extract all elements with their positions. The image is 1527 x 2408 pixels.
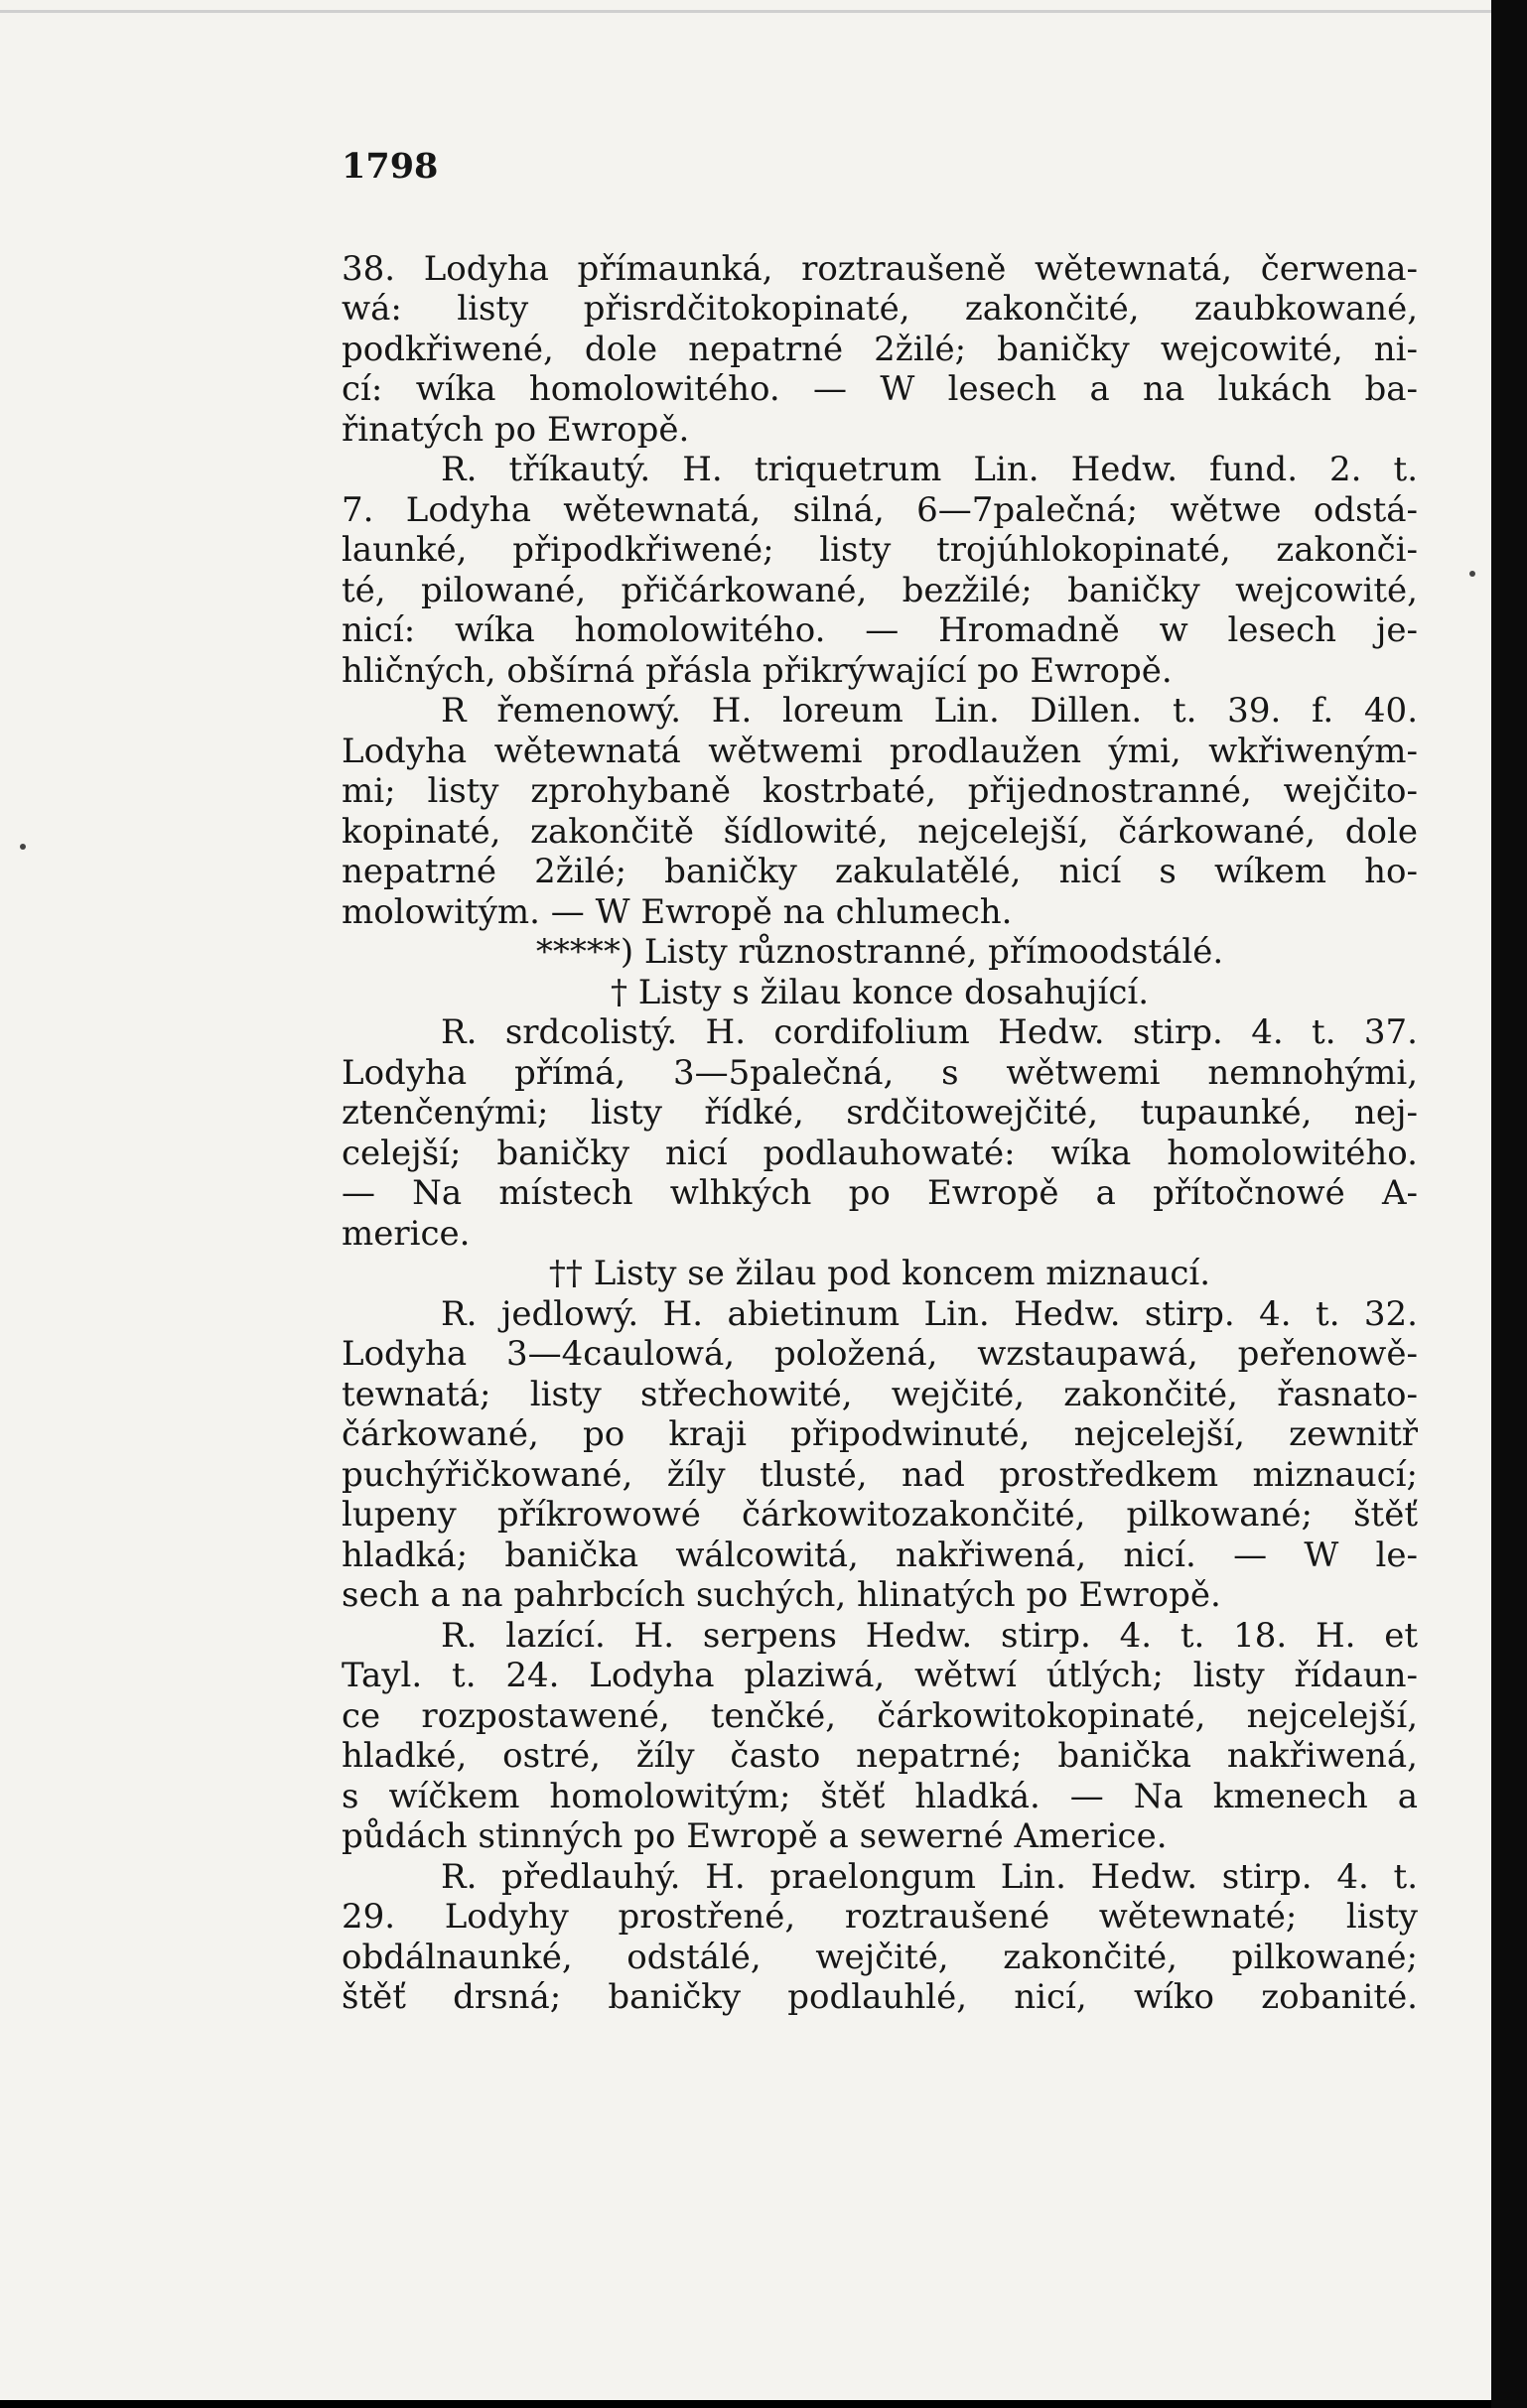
text-line: Lodyha wětewnatá wětwemi prodlaužen ými, wkřiweným- <box>342 731 1418 771</box>
text-line: nicí: wíka homolowitého. — Hromadně w lesech je- <box>342 610 1418 650</box>
text-line: nepatrné 2žilé; baničky zakulatělé, nicí s wíkem ho- <box>342 852 1418 891</box>
text-line: čárkowané, po kraji připodwinuté, nejcelejší, zewnitř <box>342 1414 1418 1454</box>
text-line: hličných, obšírná přásla přikrýwající po Ewropě. <box>342 650 1173 691</box>
text-line: Tayl. t. 24. Lodyha plaziwá, wětwí útlých; listy řídaun- <box>342 1656 1418 1695</box>
text-line: řinatých po Ewropě. <box>342 409 690 450</box>
text-line: molowitým. — W Ewropě na chlumech. <box>342 891 1013 932</box>
text-line: R. předlauhý. H. praelongum Lin. Hedw. stirp. 4. t. <box>441 1856 1418 1897</box>
text-line: celejší; baničky nicí podlauhowaté: wíka homolowitého. <box>342 1133 1418 1173</box>
text-line: ztenčenými; listy řídké, srdčitowejčité, tupaunké, nej- <box>342 1093 1418 1133</box>
text-line: ce rozpostawené, tenčké, čárkowitokopinaté, nejcelejší, <box>342 1695 1418 1736</box>
text-line: mi; listy zprohybaně kostrbaté, přijednostranné, wejčito- <box>342 771 1418 811</box>
text-line: půdách stinných po Ewropě a sewerné Americe. <box>342 1816 1168 1856</box>
text-line: kopinaté, zakončitě šídlowité, nejcelejší, čárkowané, dole <box>342 811 1418 852</box>
text-line: hladká; banička wálcowitá, nakřiwená, nicí. — W le- <box>342 1535 1418 1575</box>
text-line: Lodyha přímá, 3—5palečná, s wětwemi nemnohými, <box>342 1052 1418 1093</box>
text-line: R. tříkautý. H. triquetrum Lin. Hedw. fund. 2. t. <box>441 450 1418 489</box>
text-line: cí: wíka homolowitého. — W lesech a na lukách ba- <box>342 369 1418 409</box>
text-line: merice. <box>342 1213 471 1254</box>
text-line: — Na místech wlhkých po Ewropě a přítočnowé A- <box>342 1173 1418 1213</box>
text-line: 38. Lodyha přímaunká, roztraušeně wětewnatá, čerwena- <box>342 248 1418 289</box>
text-line: Lodyha 3—4caulowá, položená, wzstaupawá, peřenowě- <box>342 1334 1418 1374</box>
text-lines <box>342 249 1418 2018</box>
scan-dark-edge <box>1491 0 1527 2408</box>
text-line: R řemenowý. H. loreum Lin. Dillen. t. 39. f. 40. <box>441 691 1418 731</box>
text-line: podkřiwené, dole nepatrné 2žilé; baničky wejcowité, ni- <box>342 329 1418 369</box>
text-line: 7. Lodyha wětewnatá, silná, 6—7palečná; wětwe odstá- <box>342 489 1418 530</box>
text-line: † Listy s žilau konce dosahující. <box>610 972 1150 1012</box>
text-line: té, pilowané, přičárkowané, bezžilé; baničky wejcowité, <box>342 570 1418 610</box>
text-line: *****) Listy různostranné, přímoodstálé. <box>535 932 1224 972</box>
text-line: wá: listy přisrdčitokopinaté, zakončité, zaubkowané, <box>342 289 1418 329</box>
text-block <box>342 147 1418 2018</box>
page-number: 1798 <box>342 146 439 187</box>
text-line: launké, připodkřiwené; listy trojúhlokopinaté, zakonči- <box>342 530 1418 570</box>
text-line: s wíčkem homolowitým; štěť hladká. — Na kmenech a <box>342 1776 1418 1816</box>
text-line: 29. Lodyhy prostřené, roztraušené wětewnaté; listy <box>342 1897 1418 1937</box>
page-top-border <box>0 10 1491 13</box>
scan-speck <box>1469 571 1475 577</box>
text-line: R. srdcolistý. H. cordifolium Hedw. stirp. 4. t. 37. <box>441 1012 1418 1052</box>
text-line: sech a na pahrbcích suchých, hlinatých po Ewropě. <box>342 1575 1221 1615</box>
text-line: R. jedlowý. H. abietinum Lin. Hedw. stirp. 4. t. 32. <box>441 1293 1418 1334</box>
text-line: R. lazící. H. serpens Hedw. stirp. 4. t. 18. H. et <box>441 1615 1418 1656</box>
text-line: hladké, ostré, žíly často nepatrné; banička nakřiwená, <box>342 1736 1418 1776</box>
text-line: obdálnaunké, odstálé, wejčité, zakončité, pilkowané; <box>342 1937 1418 1977</box>
text-line: štěť drsná; baničky podlauhlé, nicí, wíko zobanité. <box>342 1977 1418 2017</box>
text-line: tewnatá; listy střechowité, wejčité, zakončité, řasnato- <box>342 1374 1418 1414</box>
text-line: puchýřičkowané, žíly tlusté, nad prostředkem miznaucí; <box>342 1454 1418 1495</box>
text-line: lupeny příkrowowé čárkowitozakončité, pilkowané; štěť <box>342 1495 1418 1535</box>
text-line: †† Listy se žilau pod koncem miznaucí. <box>548 1254 1211 1293</box>
scan-speck <box>20 844 26 850</box>
